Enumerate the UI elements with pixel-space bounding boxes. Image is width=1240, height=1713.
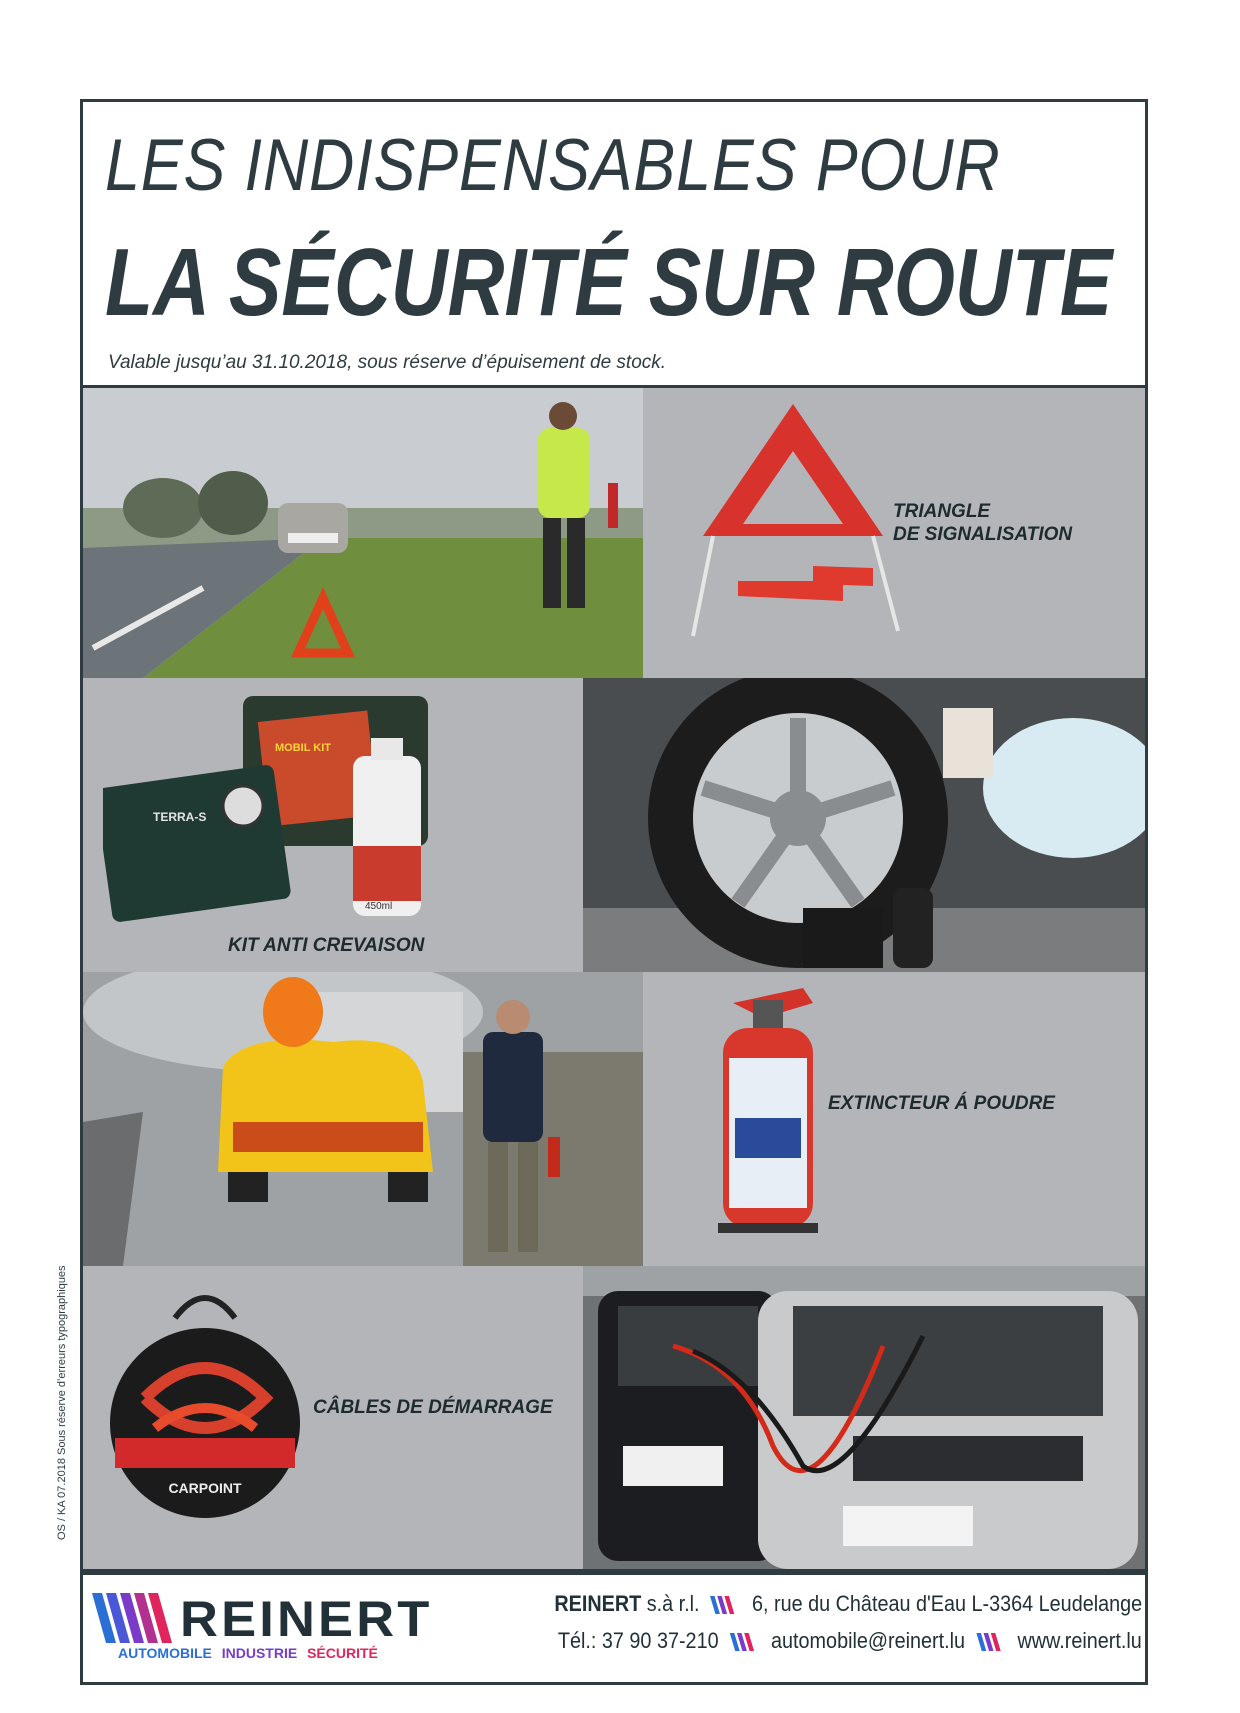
tire-repair-photo: [583, 678, 1145, 972]
carpoint-brand: CARPOINT: [168, 1480, 242, 1496]
divider-stripes-icon: [976, 1633, 1007, 1651]
reinert-logo-stripes-icon: [92, 1593, 184, 1643]
print-reference-note: OS / KA 07.2018 Sous réserve d’erreurs typographiques: [56, 1265, 68, 1540]
puncture-kit-panel: [83, 678, 583, 972]
company-email[interactable]: automobile@reinert.lu: [771, 1628, 966, 1653]
jumper-cables-panel: [83, 1266, 583, 1569]
mobil-kit-brand: MOBIL KIT: [275, 742, 332, 754]
company-contact-line: [558, 1628, 1142, 1654]
puncture-kit-image: [103, 696, 473, 926]
company-address-line: [554, 1591, 1142, 1617]
fire-extinguisher-image: [703, 978, 843, 1238]
bottle-volume: 450ml: [365, 901, 393, 912]
terra-s-brand: TERRA-S: [153, 810, 207, 824]
headline-line2: LA SÉCURITÉ SUR ROUTE: [105, 229, 1113, 336]
divider-stripes-icon: [730, 1633, 761, 1651]
tagline-industrie: INDUSTRIE: [221, 1645, 298, 1661]
row-extinguisher: [83, 972, 1145, 1266]
tagline-securite: SÉCURITÉ: [307, 1645, 378, 1661]
jumper-cables-label: CÂBLES DE DÉMARRAGE: [313, 1397, 553, 1418]
jumper-cables-image: [105, 1278, 305, 1538]
company-suffix: s.à r.l.: [641, 1591, 700, 1616]
logo-tagline: [118, 1645, 378, 1661]
divider-stripes-icon: [710, 1596, 741, 1614]
reinert-logo-word: REINERT: [180, 1591, 433, 1647]
row-triangle: [83, 388, 1145, 678]
triangle-product-panel: [653, 388, 1145, 678]
roadside-triangle-photo: [83, 388, 643, 678]
warning-triangle-image: [683, 396, 903, 641]
row-jumper-cables: [83, 1266, 1145, 1569]
extinguisher-product-panel: [643, 972, 1145, 1266]
extinguisher-label: EXTINCTEUR Á POUDRE: [828, 1093, 1055, 1114]
triangle-label: [893, 500, 1072, 546]
company-website[interactable]: www.reinert.lu: [1017, 1628, 1142, 1653]
validity-note: Valable jusqu’au 31.10.2018, sous réserve d’épuisement de stock.: [108, 352, 667, 373]
company-address: 6, rue du Château d'Eau L-3364 Leudelange: [751, 1591, 1142, 1616]
car-fire-photo: [83, 972, 643, 1266]
company-phone[interactable]: Tél.: 37 90 37-210: [558, 1628, 719, 1653]
tagline-automobile: AUTOMOBILE: [118, 1645, 212, 1661]
row-puncture-kit: [83, 678, 1145, 972]
company-name: REINERT: [554, 1591, 642, 1616]
headline-line1: LES INDISPENSABLES POUR: [105, 125, 1001, 206]
triangle-label-line2: DE SIGNALISATION: [893, 524, 1073, 545]
jump-start-photo: [583, 1266, 1145, 1569]
puncture-kit-label: KIT ANTI CREVAISON: [228, 935, 425, 956]
product-grid: [83, 388, 1145, 1569]
triangle-label-line1: TRIANGLE: [893, 501, 991, 522]
